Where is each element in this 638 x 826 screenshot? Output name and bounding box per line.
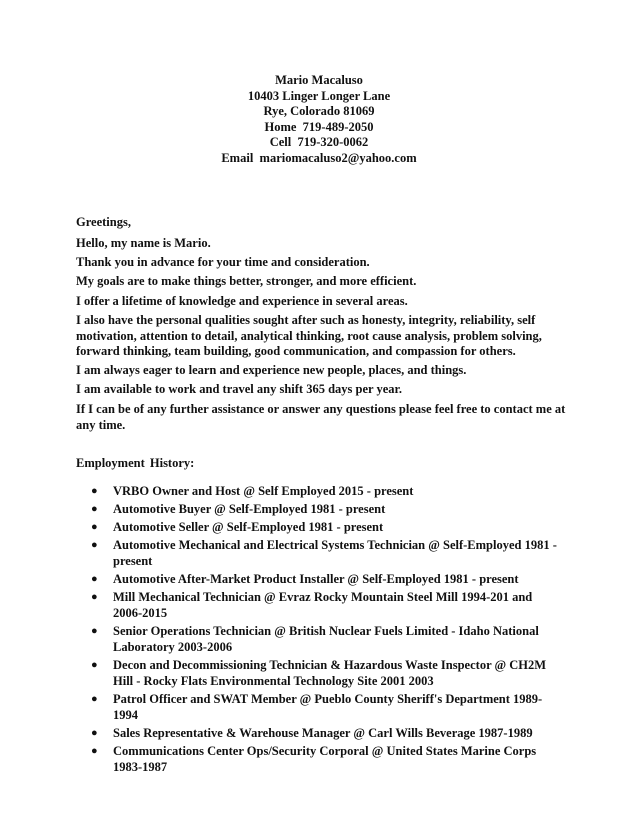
list-item <box>0 538 563 570</box>
job-entry: Senior Operations Technician @ British Nuclear Fuels Limited - Idaho National Laboratory 2003-2006 <box>113 624 539 654</box>
job-entry: Mill Mechanical Technician @ Evraz Rocky Mountain Steel Mill 1994-201 and 2006-2015 <box>113 590 533 621</box>
contact-street: 10403 Linger Longer Lane <box>247 88 391 103</box>
contact-cell-phone: Cell 719-320-0062 <box>269 135 369 150</box>
contact-name: Mario Macaluso <box>275 73 363 87</box>
job-entry: Automotive Mechanical and Electrical Systems Technician @ Self-Employed 1981 - present <box>113 538 557 569</box>
availability-paragraph: I am available to work and travel any shift 365 days per year. <box>76 382 403 396</box>
contact-header <box>0 73 638 167</box>
intro-paragraph: Hello, my name is Mario. <box>76 236 211 250</box>
job-entry: Automotive Buyer @ Self-Employed 1981 - present <box>113 502 386 517</box>
list-item <box>0 692 563 724</box>
thanks-paragraph: Thank you in advance for your time and consideration. <box>76 255 370 269</box>
bullet-icon: ● <box>91 692 98 705</box>
goals-paragraph: My goals are to make things better, stronger, and more efficient. <box>76 274 417 288</box>
list-item <box>0 502 563 518</box>
contact-paragraph: If I can be of any further assistance or answer any questions please feel free to contact me at any time. <box>76 402 566 432</box>
employment-list <box>0 484 638 778</box>
list-item <box>0 484 563 500</box>
bullet-icon: ● <box>91 485 98 497</box>
list-item <box>0 572 563 588</box>
bullet-icon: ● <box>91 539 98 552</box>
job-entry: Automotive After-Market Product Installer @ Self-Employed 1981 - present <box>113 572 519 587</box>
bullet-icon: ● <box>91 744 98 757</box>
job-entry: VRBO Owner and Host @ Self Employed 2015 - present <box>113 484 414 498</box>
job-entry: Sales Representative & Warehouse Manager @ Carl Wills Beverage 1987-1989 <box>113 725 533 740</box>
bullet-icon: ● <box>91 521 98 534</box>
qualities-paragraph: I also have the personal qualities sought after such as honesty, integrity, reliability, self motivation, attention to detail, analytical thinking, root cause analysis, problem solving, forward thinking, team building, good communication, and compassion for others. <box>76 313 542 359</box>
list-item <box>0 658 563 690</box>
bullet-icon: ● <box>91 726 98 739</box>
learning-paragraph: I am always eager to learn and experience new people, places, and things. <box>76 363 467 377</box>
list-item <box>0 726 563 742</box>
list-item <box>0 520 563 536</box>
bullet-icon: ● <box>91 503 98 516</box>
contact-email: Email mariomacaluso2@yahoo.com <box>221 150 417 165</box>
list-item <box>0 590 563 622</box>
employment-history-heading: Employment History: <box>76 456 195 470</box>
list-item <box>0 744 563 776</box>
experience-paragraph: I offer a lifetime of knowledge and experience in several areas. <box>76 294 408 308</box>
bullet-icon: ● <box>91 573 98 586</box>
bullet-icon: ● <box>91 659 98 672</box>
bullet-icon: ● <box>91 625 98 638</box>
job-entry: Automotive Seller @ Self-Employed 1981 - present <box>113 520 384 535</box>
greeting: Greetings, <box>76 215 131 229</box>
job-entry: Decon and Decommissioning Technician & Hazardous Waste Inspector @ CH2M Hill - Rocky Flats Environmental Technology Site 2001 2003 <box>113 658 547 688</box>
job-entry: Patrol Officer and SWAT Member @ Pueblo County Sheriff's Department 1989-1994 <box>113 691 543 722</box>
contact-home-phone: Home 719-489-2050 <box>264 119 374 134</box>
contact-city: Rye, Colorado 81069 <box>263 104 375 119</box>
job-entry: Communications Center Ops/Security Corporal @ United States Marine Corps 1983-1987 <box>113 743 537 774</box>
list-item <box>0 624 563 656</box>
bullet-icon: ● <box>91 591 98 604</box>
